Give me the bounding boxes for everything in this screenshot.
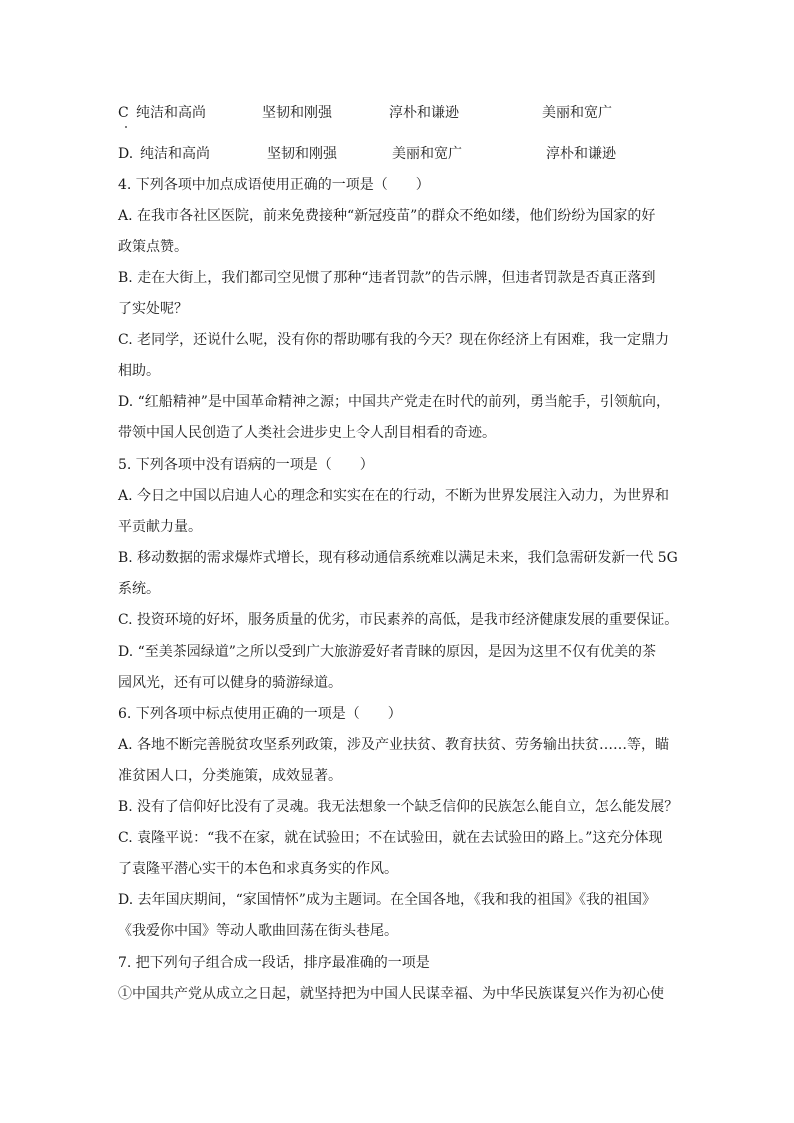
- question-5-option-c: C. 投资环境的好坏，服务质量的优劣，市民素养的高低，是我市经济健康发展的重要保证。: [118, 612, 679, 628]
- question-6-stem: 6. 下列各项中标点使用正确的一项是（ ）: [118, 706, 402, 722]
- question-5-option-d: D. “至美茶园绿道”之所以受到广大旅游爱好者青睐的原因，是因为这里不仅有优美的茶: [118, 644, 656, 660]
- question-4-option-d-cont: 带领中国人民创造了人类社会进步史上令人刮目相看的奇迹。: [118, 425, 496, 441]
- question-5-option-a-cont: 平贡献力量。: [118, 519, 202, 535]
- option-item: 坚韧和刚强: [262, 105, 332, 121]
- option-item: 淳朴和谦逊: [546, 146, 616, 162]
- question-4-option-d: D. “红船精神”是中国革命精神之源；中国共产党走在时代的前列，勇当舵手，引领航向，: [118, 394, 670, 410]
- question-4-stem: 4. 下列各项中加点成语使用正确的一项是（ ）: [118, 177, 430, 193]
- option-label: C: [118, 105, 129, 121]
- question-6-option-c-cont: 了袁隆平潜心实干的本色和求真务实的作风。: [118, 861, 398, 877]
- question-5-option-b-cont: 系统。: [118, 581, 160, 597]
- option-row-d: [118, 144, 678, 164]
- question-4-option-c-cont: 相助。: [118, 363, 160, 379]
- option-item: 美丽和宽广: [392, 146, 462, 162]
- question-4-option-b: B. 走在大街上，我们都司空见惯了那种“违者罚款”的告示牌，但违者罚款是否真正落到: [118, 270, 656, 286]
- question-6-option-a: A. 各地不断完善脱贫攻坚系列政策，涉及产业扶贫、教育扶贫、劳务输出扶贫……等，瞄: [118, 737, 670, 753]
- question-5-option-b: B. 移动数据的需求爆炸式增长，现有移动通信系统难以满足未来，我们急需研发新一代 5G: [118, 550, 678, 566]
- question-6-option-c: C. 袁隆平说：“我不在家，就在试验田；不在试验田，就在去试验田的路上。”这充分体现: [118, 830, 663, 846]
- option-item: 坚韧和刚强: [267, 146, 337, 162]
- option-item: 淳朴和谦逊: [389, 105, 459, 121]
- question-5-option-d-cont: 园风光，还有可以健身的骑游绿道。: [118, 675, 342, 691]
- question-4-option-c: C. 老同学，还说什么呢，没有你的帮助哪有我的今天？现在你经济上有困难，我一定鼎力: [118, 332, 670, 348]
- question-5-option-a: A. 今日之中国以启迪人心的理念和实实在在的行动，不断为世界发展注入动力，为世界和: [118, 488, 670, 504]
- question-5-stem: 5. 下列各项中没有语病的一项是（ ）: [118, 457, 374, 473]
- option-item: 纯洁和高尚: [136, 105, 206, 121]
- question-6-option-b: B. 没有了信仰好比没有了灵魂。我无法想象一个缺乏信仰的民族怎么能自立，怎么能发展？: [118, 799, 679, 815]
- option-row-c: [118, 103, 678, 123]
- question-6-option-d-cont: 《我爱你中国》等动人歌曲回荡在街头巷尾。: [118, 923, 398, 939]
- question-4-option-a-cont: 政策点赞。: [118, 239, 188, 255]
- question-4-option-b-cont: 了实处呢？: [118, 301, 188, 317]
- question-6-option-d: D. 去年国庆期间，“家国情怀”成为主题词。在全国各地，《我和我的祖国》《我的祖国》: [118, 892, 656, 908]
- option-item: 美丽和宽广: [542, 105, 612, 121]
- option-label: D.: [118, 146, 134, 162]
- stray-mark: [125, 126, 127, 128]
- question-4-option-a: A. 在我市各社区医院，前来免费接种“新冠疫苗”的群众不绝如缕，他们纷纷为国家的好: [118, 208, 656, 224]
- question-7-sentence-1: ①中国共产党从成立之日起，就坚持把为中国人民谋幸福、为中华民族谋复兴作为初心使: [118, 986, 664, 1002]
- option-item: 纯洁和高尚: [140, 146, 210, 162]
- question-7-stem: 7. 把下列句子组合成一段话，排序最准确的一项是: [118, 955, 430, 971]
- question-6-option-a-cont: 准贫困人口，分类施策，成效显著。: [118, 768, 342, 784]
